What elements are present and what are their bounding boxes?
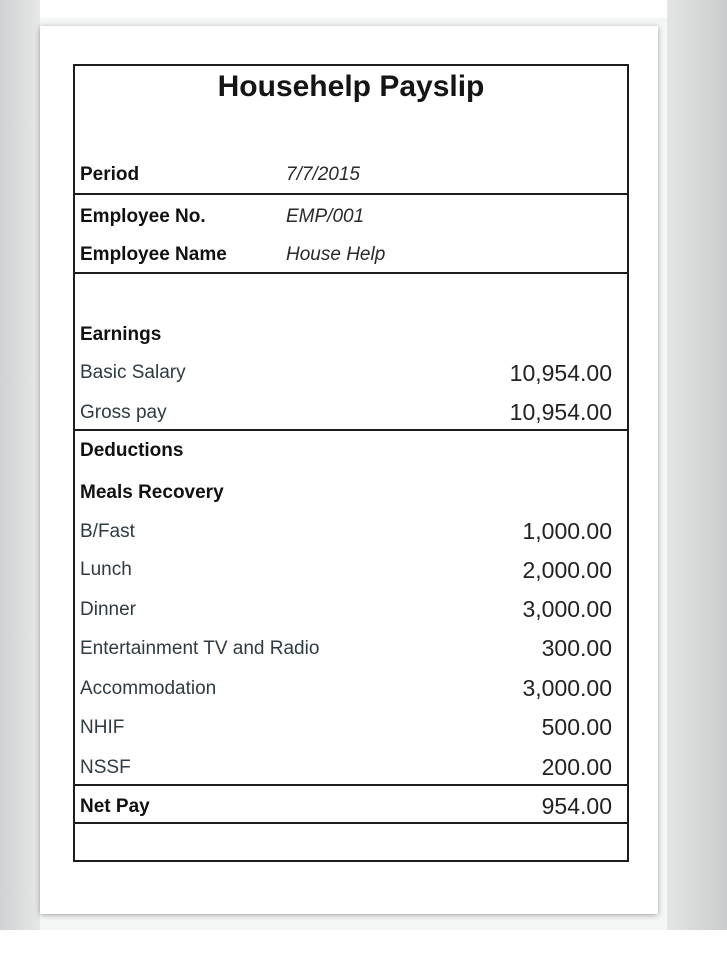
deduction-label: Dinner — [80, 599, 136, 620]
deduction-amount: 2,000.00 — [522, 557, 612, 583]
background-right — [667, 0, 727, 960]
earnings-heading: Earnings — [80, 324, 162, 345]
period-label: Period — [80, 164, 140, 185]
basic-salary-amount: 10,954.00 — [509, 360, 612, 386]
employee-name-value: House Help — [286, 244, 386, 265]
deduction-amount: 200.00 — [541, 754, 612, 780]
deduction-amount: 300.00 — [541, 635, 612, 661]
deduction-label: B/Fast — [80, 521, 135, 542]
net-pay-label: Net Pay — [80, 796, 150, 817]
basic-salary-label: Basic Salary — [80, 362, 186, 383]
deduction-amount: 1,000.00 — [522, 518, 612, 544]
payslip-title: Househelp Payslip — [217, 70, 485, 103]
employee-no-value: EMP/001 — [286, 206, 365, 227]
gross-pay-label: Gross pay — [80, 402, 167, 423]
payslip-table — [73, 64, 629, 862]
deduction-amount: 500.00 — [541, 714, 612, 740]
deduction-label: NSSF — [80, 757, 131, 778]
bottom-margin — [0, 930, 727, 960]
divider — [75, 784, 627, 786]
divider — [75, 429, 627, 431]
employee-name-label: Employee Name — [80, 244, 227, 265]
deduction-amount: 3,000.00 — [522, 675, 612, 701]
divider — [75, 822, 627, 824]
divider — [75, 193, 627, 195]
deduction-amount: 3,000.00 — [522, 596, 612, 622]
employee-no-label: Employee No. — [80, 206, 206, 227]
deduction-label: NHIF — [80, 717, 125, 738]
period-value: 7/7/2015 — [286, 164, 360, 185]
gross-pay-amount: 10,954.00 — [509, 399, 612, 425]
net-pay-amount: 954.00 — [541, 793, 612, 819]
deductions-heading: Deductions — [80, 440, 184, 461]
top-margin — [0, 0, 727, 18]
deduction-label: Lunch — [80, 559, 132, 580]
deduction-label: Entertainment TV and Radio — [80, 638, 320, 659]
meals-recovery-heading: Meals Recovery — [80, 482, 224, 503]
divider — [75, 272, 627, 274]
deduction-label: Accommodation — [80, 678, 217, 699]
background-left — [0, 0, 40, 960]
